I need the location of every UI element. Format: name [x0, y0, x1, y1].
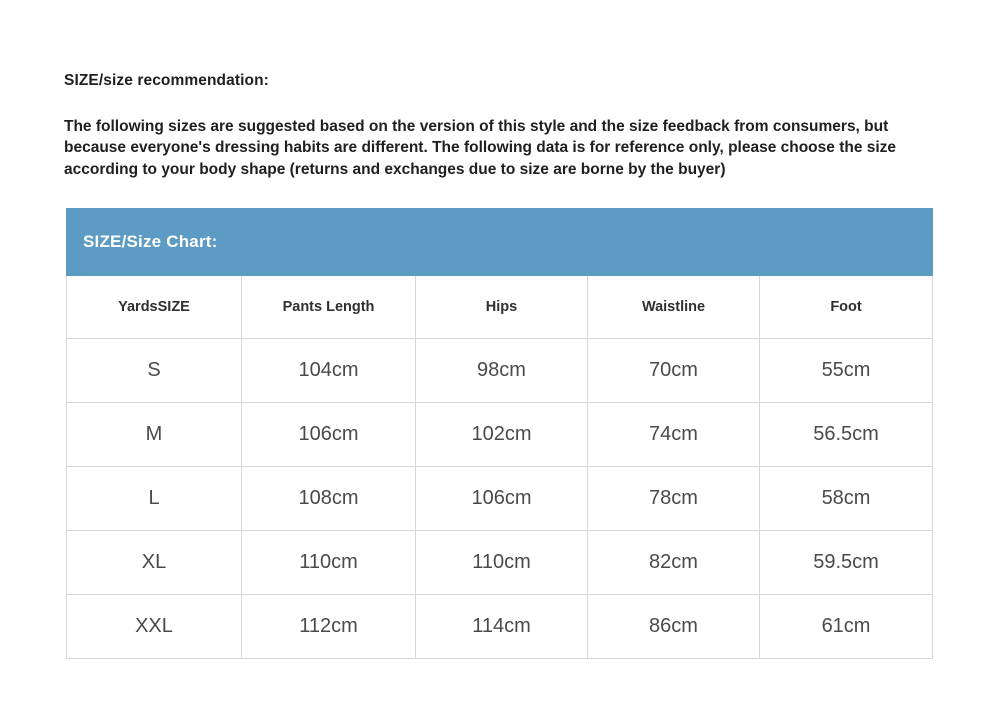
cell-pants-length: 108cm [242, 467, 416, 531]
table-row [67, 339, 933, 403]
cell-size: XXL [67, 595, 242, 659]
cell-foot: 58cm [760, 467, 933, 531]
cell-pants-length: 112cm [242, 595, 416, 659]
cell-hips: 110cm [416, 531, 588, 595]
cell-foot: 56.5cm [760, 403, 933, 467]
column-header-waistline: Waistline [588, 276, 760, 339]
cell-pants-length: 104cm [242, 339, 416, 403]
cell-hips: 98cm [416, 339, 588, 403]
table-row [67, 467, 933, 531]
cell-pants-length: 110cm [242, 531, 416, 595]
column-header-pants-length: Pants Length [242, 276, 416, 339]
size-chart-table [66, 208, 933, 659]
cell-waistline: 82cm [588, 531, 760, 595]
table-row [67, 531, 933, 595]
size-chart-header-row [67, 276, 933, 339]
cell-size: L [67, 467, 242, 531]
cell-size: XL [67, 531, 242, 595]
cell-foot: 59.5cm [760, 531, 933, 595]
cell-waistline: 74cm [588, 403, 760, 467]
cell-foot: 61cm [760, 595, 933, 659]
cell-waistline: 78cm [588, 467, 760, 531]
intro-block [64, 72, 944, 180]
size-chart-body [67, 339, 933, 659]
cell-size: M [67, 403, 242, 467]
table-row [67, 595, 933, 659]
size-chart-table-wrapper [66, 208, 932, 659]
size-chart-banner [67, 209, 933, 276]
cell-waistline: 86cm [588, 595, 760, 659]
size-chart-title: SIZE/Size Chart: [67, 209, 933, 276]
cell-foot: 55cm [760, 339, 933, 403]
cell-pants-length: 106cm [242, 403, 416, 467]
column-header-foot: Foot [760, 276, 933, 339]
table-row [67, 403, 933, 467]
cell-hips: 102cm [416, 403, 588, 467]
column-header-hips: Hips [416, 276, 588, 339]
cell-waistline: 70cm [588, 339, 760, 403]
cell-size: S [67, 339, 242, 403]
column-header-yardssize: YardsSIZE [67, 276, 242, 339]
cell-hips: 106cm [416, 467, 588, 531]
table-header-row [67, 276, 933, 339]
size-recommendation-text: The following sizes are suggested based on the version of this style and the size feedback from consumers, but because everyone's dressing habits are different. The following data is for reference only, please choose the size according to your body shape (returns and exchanges due to size are borne by the buyer) [64, 118, 897, 178]
size-recommendation-heading: SIZE/size recommendation: [64, 72, 269, 89]
cell-hips: 114cm [416, 595, 588, 659]
